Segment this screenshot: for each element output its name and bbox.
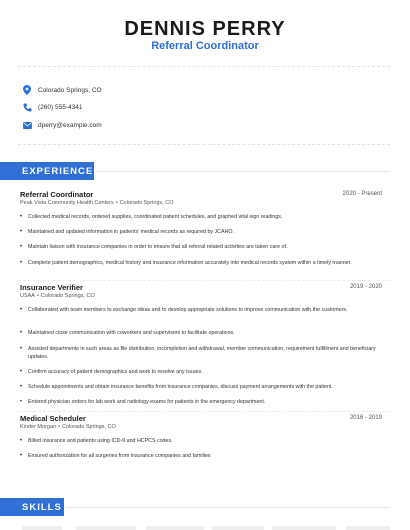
job-company bbox=[20, 200, 174, 206]
list-item: • Ensured authorization for all surgeries from insurance companies and families bbox=[20, 453, 211, 459]
bullet-icon: • bbox=[20, 229, 23, 235]
contact-phone bbox=[22, 100, 82, 114]
company-name: Peak Vista Community Health Centers bbox=[20, 200, 114, 206]
candidate-role: Referral Coordinator bbox=[151, 40, 259, 52]
list-item: • Maintained and updated information in patients' medical records as required by JCAHO. bbox=[20, 229, 234, 235]
skill-pill bbox=[146, 526, 204, 530]
skills-heading-line bbox=[66, 507, 390, 508]
bullet-icon: • bbox=[20, 330, 23, 336]
list-item: • Entered physician orders for lab work and radiology exams for patients in the emergency department. bbox=[20, 399, 266, 405]
job-title: Insurance Verifier bbox=[20, 283, 83, 292]
company-name: USAA bbox=[20, 293, 35, 299]
job-divider bbox=[18, 280, 390, 281]
list-item: • Confirm accuracy of patient demographics and work to resolve any issues. bbox=[20, 369, 203, 375]
job-dates: 2020 - Present bbox=[342, 191, 382, 197]
company-location: Colorado Springs, CO bbox=[62, 424, 116, 430]
company-location: Colorado Springs, CO bbox=[40, 293, 95, 299]
list-item: • Billed insurance and patients using ICD-9 and HCPCS codes. bbox=[20, 438, 173, 444]
skill-pill bbox=[346, 526, 390, 530]
list-item: • Collaborated with team members to exchange ideas and to develop appropriate solutions to improve communication with the customers. bbox=[20, 307, 348, 313]
company-name: Kinder Morgan bbox=[20, 424, 57, 430]
job-company bbox=[20, 424, 116, 430]
job-dates: 2016 - 2019 bbox=[349, 415, 382, 421]
list-item: • Complete patient demographics, medical history and insurance information accurately into medical records system within a timely manner. bbox=[20, 260, 352, 266]
list-item: • Maintained close communication with coworkers and supervisors to facilitate operations. bbox=[20, 330, 235, 336]
header-divider bbox=[18, 66, 390, 67]
job-company bbox=[20, 293, 95, 299]
list-item: • Maintain liaison with insurance companies in order to ensure that all referral related activities are taken care of. bbox=[20, 244, 288, 250]
bullet-icon: • bbox=[20, 369, 23, 375]
separator-dot: • bbox=[36, 293, 39, 299]
skill-pill bbox=[22, 526, 62, 530]
job-divider bbox=[18, 411, 390, 412]
bullet-icon: • bbox=[20, 384, 23, 390]
separator-dot: • bbox=[58, 424, 61, 430]
location-text: Colorado Springs, CO bbox=[38, 86, 102, 94]
experience-heading: EXPERIENCE bbox=[0, 162, 94, 180]
skills-heading: SKILLS bbox=[0, 498, 64, 516]
bullet-icon: • bbox=[20, 244, 23, 250]
contact-divider bbox=[18, 144, 390, 145]
experience-heading-line bbox=[96, 171, 390, 172]
skill-pill bbox=[272, 526, 336, 530]
envelope-icon bbox=[22, 120, 32, 130]
job-title: Referral Coordinator bbox=[20, 190, 94, 199]
separator-dot: • bbox=[115, 200, 118, 206]
bullet-icon: • bbox=[20, 346, 23, 352]
phone-text: (260) 555-4341 bbox=[38, 103, 83, 111]
bullet-icon: • bbox=[20, 214, 23, 220]
skill-pill bbox=[212, 526, 264, 530]
candidate-name: DENNIS PERRY bbox=[124, 18, 286, 40]
map-pin-icon bbox=[22, 85, 32, 95]
list-item: • Collected medical records, ordered supplies, coordinated patient schedules, and graphed vital sign readings. bbox=[20, 214, 283, 220]
phone-icon bbox=[22, 102, 32, 112]
contact-email[interactable] bbox=[22, 118, 102, 132]
bullet-icon: • bbox=[20, 438, 23, 444]
bullet-icon: • bbox=[20, 399, 23, 405]
job-dates: 2019 - 2020 bbox=[349, 284, 382, 290]
company-location: Colorado Springs, CO bbox=[119, 200, 174, 206]
list-item: • Assisted departments in such areas as file distribution, incompletion and withdrawal, member communication, requirement fulfillment and beneficiary updates. bbox=[20, 346, 376, 360]
bullet-icon: • bbox=[20, 307, 23, 313]
email-link[interactable]: dperry@example.com bbox=[38, 121, 102, 129]
bullet-icon: • bbox=[20, 453, 23, 459]
list-item: • Schedule appointments and obtain insurance benefits from insurance companies, discuss payment arrangements with the patient. bbox=[20, 384, 333, 390]
bullet-icon: • bbox=[20, 260, 23, 266]
job-title: Medical Scheduler bbox=[20, 414, 86, 423]
contact-location bbox=[22, 83, 102, 97]
skill-pill bbox=[76, 526, 136, 530]
